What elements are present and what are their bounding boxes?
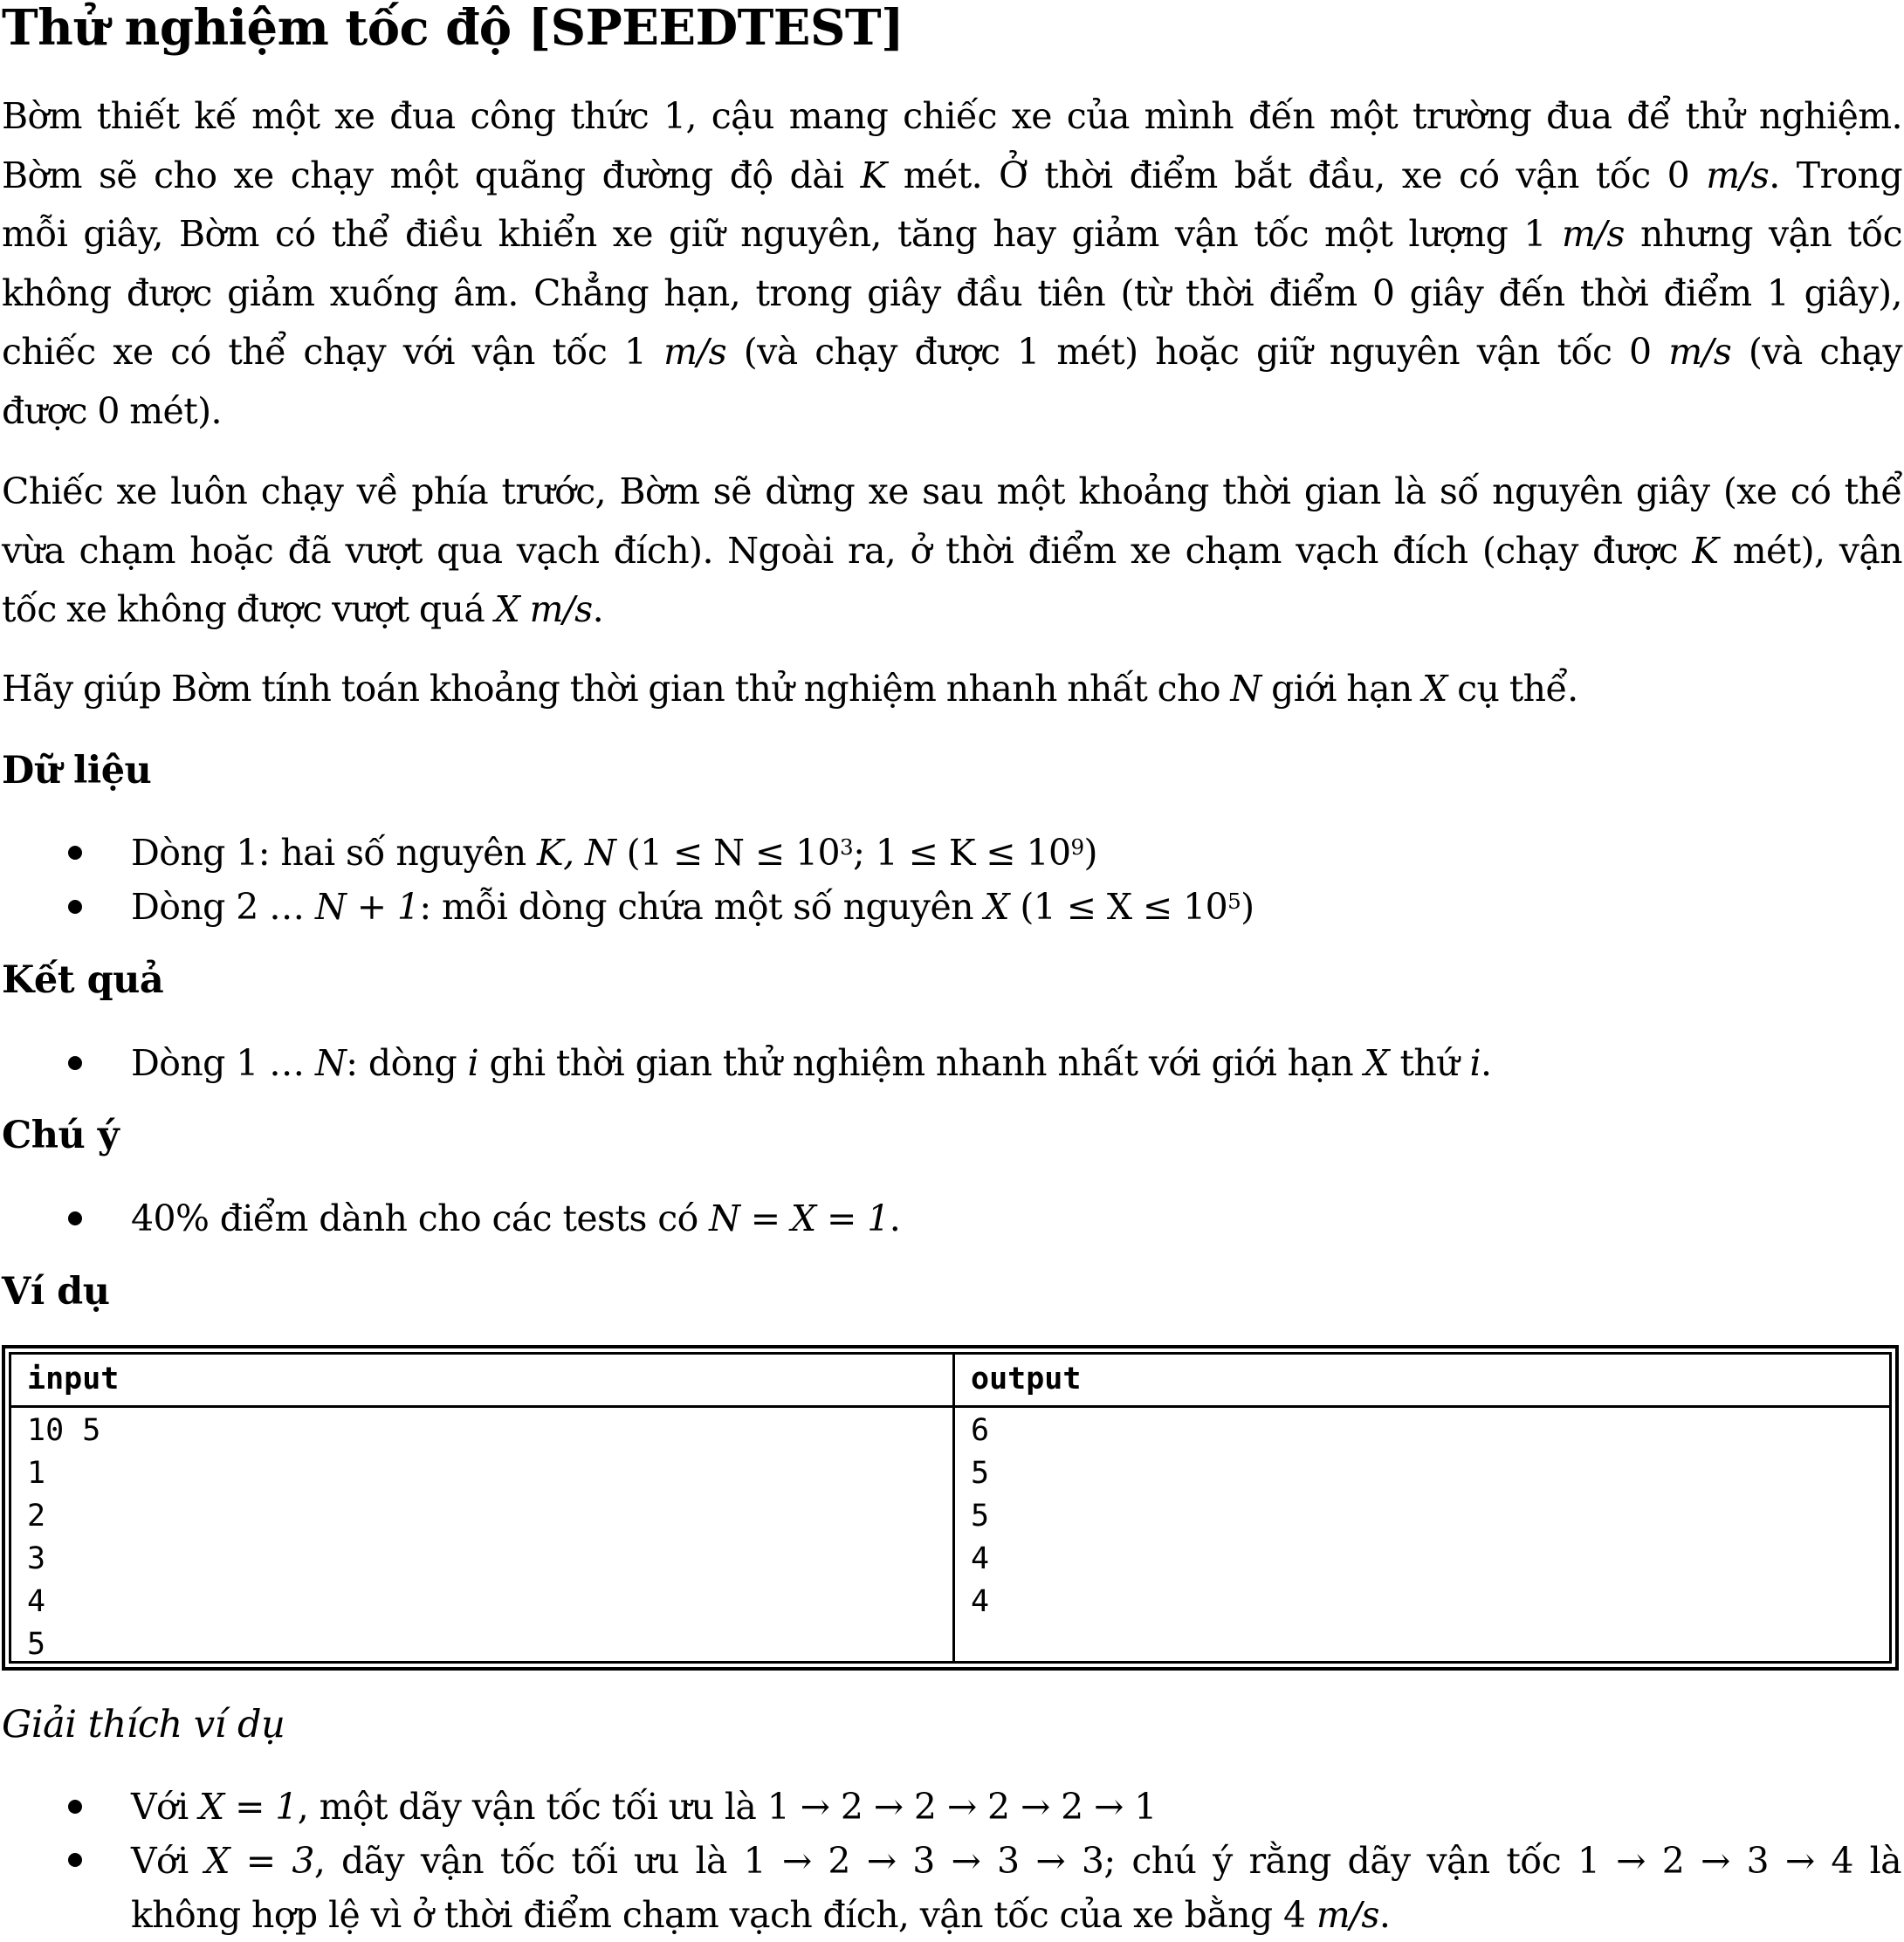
bullet-icon [68,846,82,860]
rules-paragraph [2,463,1902,640]
output-row: 5 [971,1456,990,1491]
output-column [955,1408,1889,1661]
intro-line-6: được 0 mét). [2,389,222,432]
explanation-heading: Giải thích ví dụ [2,1703,285,1746]
example-table [2,1345,1899,1671]
input-row: 3 [27,1541,46,1576]
bullet-icon [68,1853,82,1867]
intro-line-3: mỗi giây, Bờm có thể điều khiển xe giữ nguyên, tăng hay giảm vận tốc một lượng 1 m/s nhưng vận tốc [2,213,1902,256]
note-heading: Chú ý [2,1114,120,1157]
intro-line-2: Bờm sẽ cho xe chạy một quãng đường độ dài K mét. Ở thời điểm bắt đầu, xe có vận tốc 0 m/s. Trong [2,154,1902,196]
rules-line-1: Chiếc xe luôn chạy về phía trước, Bờm sẽ dừng xe sau một khoảng thời gian là số nguyên giây (xe có thể [2,470,1902,512]
task-paragraph [2,660,1902,719]
page-title: Thử nghiệm tốc độ [SPEEDTEST] [2,0,904,57]
rules-line-3: tốc xe không được vượt quá X m/s. [2,588,604,631]
input-row: 10 5 [27,1413,101,1448]
output-heading: Kết quả [2,958,164,1002]
bullet-icon [68,1211,82,1225]
example-heading: Ví dụ [2,1270,110,1314]
rules-line-2: vừa chạm hoặc đã vượt qua vạch đích). Ngoài ra, ở thời điểm xe chạm vạch đích (chạy được K mét), vận [2,529,1902,572]
task-line: Hãy giúp Bờm tính toán khoảng thời gian thử nghiệm nhanh nhất cho N giới hạn X cụ thể. [2,668,1578,710]
output-row: 5 [971,1499,990,1534]
input-row: 2 [27,1499,46,1534]
input-heading: Dữ liệu [2,749,152,793]
input-row: 4 [27,1584,46,1619]
intro-line-1: Bờm thiết kế một xe đua công thức 1, cậu mang chiếc xe của mình đến một trường đua để thử nghiệm. [2,95,1902,137]
bullet-icon [68,1056,82,1070]
output-row: 4 [971,1584,990,1619]
output-column-header: output [955,1355,1889,1408]
input-column [11,1408,955,1661]
intro-paragraph [2,87,1902,442]
bullet-icon [68,1800,82,1814]
intro-line-5: chiếc xe có thể chạy với vận tốc 1 m/s (và chạy được 1 mét) hoặc giữ nguyên vận tốc 0 m/s (và chạy [2,331,1902,374]
input-column-header: input [11,1355,955,1408]
intro-line-4: không được giảm xuống âm. Chẳng hạn, trong giây đầu tiên (từ thời điểm 0 giây đến thời điểm 1 giây), [2,271,1902,314]
bullet-icon [68,900,82,914]
output-row: 4 [971,1541,990,1576]
output-row: 6 [971,1413,990,1448]
input-row: 5 [27,1627,46,1662]
input-row: 1 [27,1456,46,1491]
